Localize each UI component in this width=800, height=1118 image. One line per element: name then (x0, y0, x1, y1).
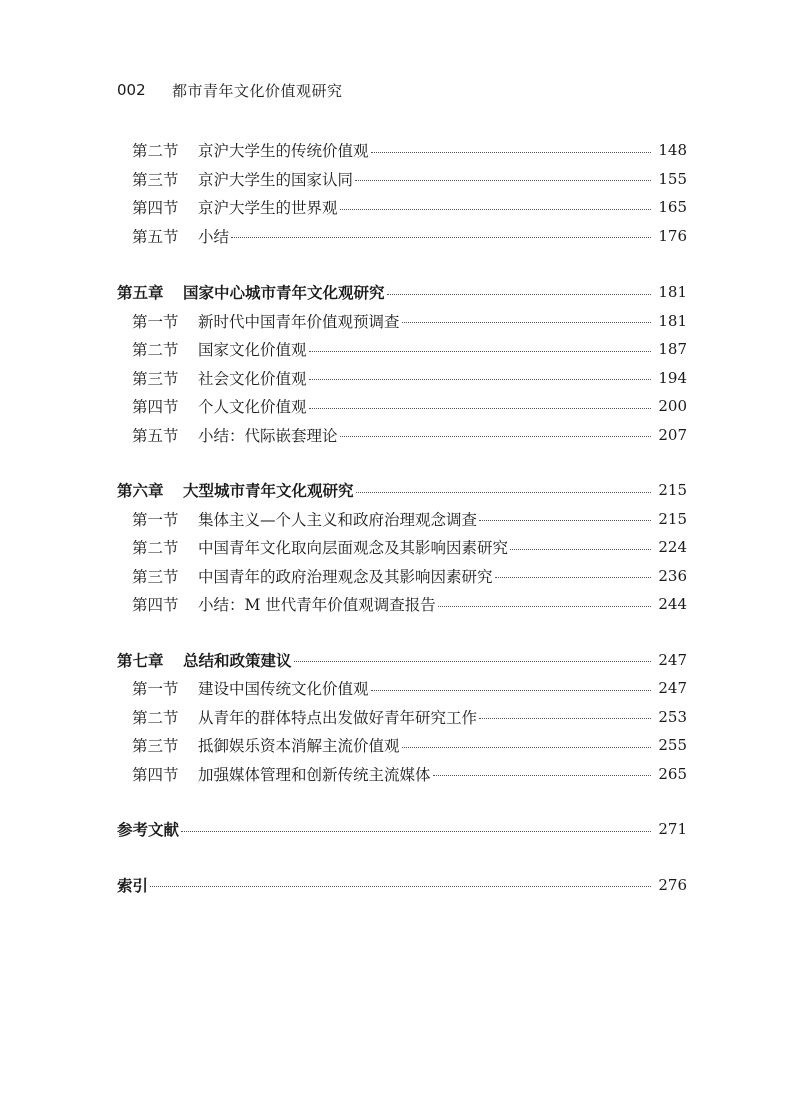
section-title: 抵御娱乐资本消解主流价值观 (198, 737, 400, 756)
toc-section-entry[interactable] (117, 590, 687, 619)
section-number: 第三节 (132, 567, 179, 586)
section-number: 第五节 (132, 227, 179, 246)
toc-group (117, 815, 687, 844)
toc-section-entry[interactable] (117, 364, 687, 393)
page-ref: 165 (658, 198, 687, 217)
toc-section-entry[interactable] (117, 222, 687, 251)
toc-section-entry[interactable] (117, 562, 687, 591)
dot-leader (402, 747, 651, 748)
toc-section-entry[interactable] (117, 193, 687, 222)
page-ref: 247 (658, 650, 687, 669)
page-number: 002 (117, 81, 146, 99)
dot-leader (309, 351, 651, 352)
toc-chapter-entry[interactable] (117, 646, 687, 675)
section-title: 个人文化价值观 (198, 398, 307, 417)
section-title: 小结：M 世代青年价值观调查报告 (198, 596, 436, 615)
page-ref: 181 (658, 311, 687, 330)
page-ref: 265 (658, 764, 687, 783)
section-number: 第二节 (132, 539, 179, 558)
toc-section-entry[interactable] (117, 731, 687, 760)
toc-section-entry[interactable] (117, 674, 687, 703)
chapter-title: 总结和政策建议 (183, 651, 292, 670)
section-number: 第四节 (132, 596, 179, 615)
toc-chapter-entry[interactable] (117, 278, 687, 307)
toc-section-entry[interactable] (117, 392, 687, 421)
chapter-title: 大型城市青年文化观研究 (183, 482, 354, 501)
page-ref: 255 (658, 736, 687, 755)
section-title: 京沪大学生的国家认同 (198, 170, 354, 189)
page-ref: 194 (658, 368, 687, 387)
section-number: 第四节 (132, 398, 179, 417)
toc-group (117, 871, 687, 900)
page-ref: 244 (658, 595, 687, 614)
toc-section-entry[interactable] (117, 760, 687, 789)
section-title: 建设中国传统文化价值观 (198, 680, 369, 699)
chapter-title: 索引 (117, 876, 149, 895)
page-ref: 148 (658, 141, 687, 160)
dot-leader (294, 661, 651, 662)
section-number: 第一节 (132, 680, 179, 699)
dot-leader (150, 886, 651, 887)
toc-section-entry[interactable] (117, 335, 687, 364)
dot-leader (495, 577, 651, 578)
section-title: 京沪大学生的世界观 (198, 199, 338, 218)
section-title: 国家文化价值观 (198, 341, 307, 360)
section-title: 京沪大学生的传统价值观 (198, 142, 369, 161)
page-ref: 200 (658, 397, 687, 416)
section-title: 新时代中国青年价值观预调查 (198, 312, 400, 331)
page-ref: 215 (658, 509, 687, 528)
dot-leader (371, 690, 651, 691)
dot-leader (355, 180, 651, 181)
section-number: 第四节 (132, 765, 179, 784)
section-number: 第一节 (132, 510, 179, 529)
chapter-number: 第五章 (117, 284, 164, 303)
toc-section-entry[interactable] (117, 703, 687, 732)
toc-section-entry[interactable] (117, 421, 687, 450)
section-title: 小结 (198, 227, 230, 246)
section-title: 加强媒体管理和创新传统主流媒体 (198, 765, 431, 784)
page-ref: 271 (658, 820, 687, 839)
dot-leader (231, 237, 651, 238)
section-number: 第四节 (132, 199, 179, 218)
toc-group (117, 476, 687, 619)
toc-section-entry[interactable] (117, 165, 687, 194)
toc-section-entry[interactable] (117, 505, 687, 534)
table-of-contents (117, 136, 687, 926)
running-header (117, 78, 343, 102)
chapter-title: 国家中心城市青年文化观研究 (183, 284, 385, 303)
section-title: 社会文化价值观 (198, 369, 307, 388)
dot-leader (181, 831, 651, 832)
page-ref: 155 (658, 169, 687, 188)
page-ref: 247 (658, 679, 687, 698)
toc-section-entry[interactable] (117, 307, 687, 336)
toc-group (117, 646, 687, 789)
section-number: 第三节 (132, 369, 179, 388)
page-ref: 187 (658, 340, 687, 359)
page-ref: 181 (658, 283, 687, 302)
dot-leader (510, 549, 651, 550)
toc-chapter-entry[interactable] (117, 871, 687, 900)
section-number: 第五节 (132, 426, 179, 445)
dot-leader (309, 379, 651, 380)
page-ref: 224 (658, 538, 687, 557)
section-title: 集体主义—个人主义和政府治理观念调查 (198, 510, 478, 529)
toc-group (117, 136, 687, 250)
dot-leader (479, 520, 651, 521)
dot-leader (356, 492, 651, 493)
chapter-number: 第六章 (117, 482, 164, 501)
page-ref: 276 (658, 875, 687, 894)
dot-leader (309, 408, 651, 409)
book-title: 都市青年文化价值观研究 (172, 81, 343, 100)
section-number: 第二节 (132, 708, 179, 727)
section-number: 第三节 (132, 170, 179, 189)
section-number: 第二节 (132, 142, 179, 161)
chapter-title: 参考文献 (117, 821, 180, 840)
section-title: 小结：代际嵌套理论 (198, 426, 338, 445)
toc-section-entry[interactable] (117, 533, 687, 562)
dot-leader (433, 775, 651, 776)
section-title: 从青年的群体特点出发做好青年研究工作 (198, 708, 478, 727)
dot-leader (402, 322, 651, 323)
page-ref: 253 (658, 707, 687, 726)
section-title: 中国青年文化取向层面观念及其影响因素研究 (198, 539, 509, 558)
dot-leader (340, 209, 651, 210)
dot-leader (438, 606, 651, 607)
toc-chapter-entry[interactable] (117, 815, 687, 844)
section-number: 第一节 (132, 312, 179, 331)
toc-group (117, 278, 687, 449)
page-ref: 215 (658, 481, 687, 500)
dot-leader (387, 294, 651, 295)
section-number: 第三节 (132, 737, 179, 756)
dot-leader (371, 152, 651, 153)
section-title: 中国青年的政府治理观念及其影响因素研究 (198, 567, 493, 586)
page-ref: 176 (658, 226, 687, 245)
chapter-number: 第七章 (117, 651, 164, 670)
toc-chapter-entry[interactable] (117, 476, 687, 505)
section-number: 第二节 (132, 341, 179, 360)
toc-section-entry[interactable] (117, 136, 687, 165)
dot-leader (479, 718, 651, 719)
page-ref: 207 (658, 425, 687, 444)
page-ref: 236 (658, 566, 687, 585)
dot-leader (340, 436, 651, 437)
